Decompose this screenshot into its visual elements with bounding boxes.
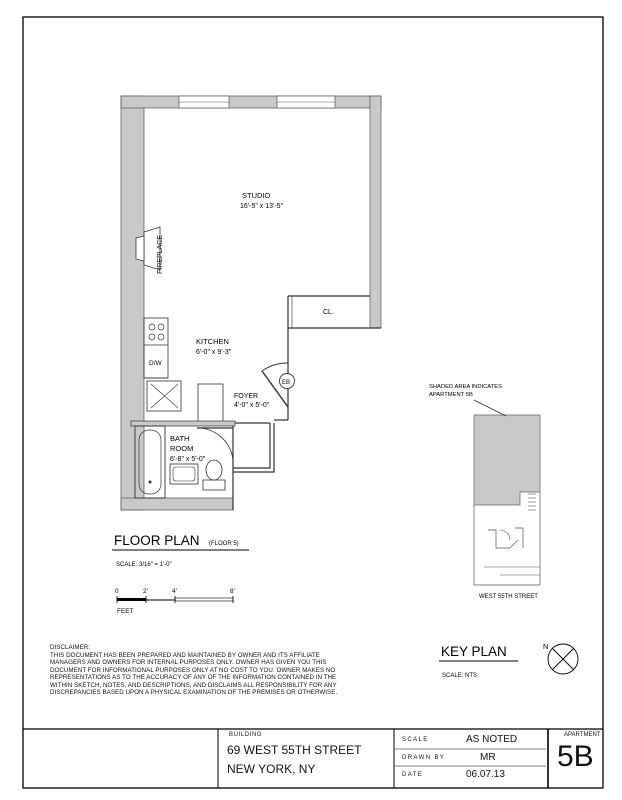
right-exterior-wall	[370, 96, 381, 328]
foyer-dimensions: 4'-0" x 5'-0"	[234, 402, 270, 409]
fireplace-label: FIREPLACE	[157, 235, 164, 274]
key-plan-title: KEY PLAN	[441, 644, 507, 659]
scale-unit: FEET	[117, 608, 134, 615]
disclaimer-text: THIS DOCUMENT HAS BEEN PREPARED AND MAINTAINED BY OWNER AND ITS AFFILIATE MANAGERS AND OWNERS FOR INTERNAL PURPOSES ONLY. OWNER HAS GIVEN YOU THIS DOCUMENT FOR INFORMATIONAL PURPOSES ONLY AT NO COST TO YOU. OWNER MAKES NO REPRESENTATIONS AS TO THE ACCURACY OF ANY OF THE INFORMATION CONTAINED IN THE WITHIN SKETCH, NOTES, AND DESCRIPTIONS, AND DISCLAIMS ALL RESPONSIBILITY FOR ANY DISCREPANCIES BASED UPON A PHYSICAL EXAMINATION OF THE PREMISES OR OTHERWISE.	[50, 651, 338, 696]
scale-field-label: SCALE	[402, 737, 429, 743]
floor-plan	[121, 96, 381, 510]
bath-label-line2: ROOM	[170, 444, 194, 453]
address-line2: NEW YORK, NY	[227, 762, 316, 776]
date-label: DATE	[402, 772, 424, 778]
scale-tick-4: 4'	[172, 588, 177, 595]
key-plan-note-line1: SHADED AREA INDICATES	[429, 384, 503, 390]
scale-tick-2: 2'	[143, 588, 148, 595]
studio-label: STUDIO	[242, 191, 271, 200]
key-plan	[474, 400, 540, 585]
bottom-exterior-wall	[121, 498, 233, 510]
disclaimer	[50, 644, 340, 697]
closet-label: CL.	[323, 309, 334, 316]
dishwasher-label: D/W	[149, 360, 162, 367]
entry-label: EB	[282, 380, 291, 386]
kitchen-label: KITCHEN	[196, 337, 229, 346]
stove	[149, 324, 164, 340]
key-plan-scale: SCALE: NTS	[442, 673, 478, 679]
floor-plan-scale: SCALE: 3/16" = 1'-0"	[116, 562, 172, 568]
scale-tick-8: 8'	[230, 588, 235, 595]
bath-label-line1: BATH	[170, 434, 190, 443]
top-exterior-wall	[121, 96, 381, 108]
north-label: N	[543, 642, 549, 651]
street-label: WEST 55TH STREET	[479, 594, 538, 600]
apartment-5b-shaded-area	[474, 415, 540, 505]
studio-dimensions: 16'-5" x 13'-5"	[240, 203, 284, 210]
bath-dimensions: 6'-8" x 5'-0"	[170, 456, 206, 463]
apartment-number: 5B	[557, 740, 594, 773]
floor-note: (FLOOR 5)	[209, 541, 239, 547]
cabinet	[198, 384, 223, 422]
left-exterior-wall	[121, 96, 144, 510]
scale-tick-0: 0	[115, 588, 119, 595]
kitchen-dimensions: 6'-0" x 9'-3"	[196, 349, 232, 356]
scale-field-value: AS NOTED	[466, 734, 518, 745]
drawn-by-label: DRAWN BY	[402, 755, 446, 761]
building-label: BUILDING	[229, 732, 263, 738]
floor-plan-title: FLOOR PLAN	[114, 533, 200, 548]
key-plan-note-line2: APARTMENT 5B	[429, 392, 473, 398]
address-line1: 69 WEST 55TH STREET	[227, 743, 362, 757]
toilet	[203, 480, 225, 490]
kitchen-counter	[144, 318, 168, 378]
apartment-label: APARTMENT	[564, 732, 601, 738]
drawn-by-value: MR	[480, 752, 496, 763]
disclaimer-heading: DISCLAIMER:	[50, 644, 91, 651]
foyer-label: FOYER	[234, 393, 259, 400]
scale-bar	[117, 596, 233, 603]
date-value: 06.07.13	[466, 769, 505, 780]
north-arrow-icon	[548, 644, 578, 674]
